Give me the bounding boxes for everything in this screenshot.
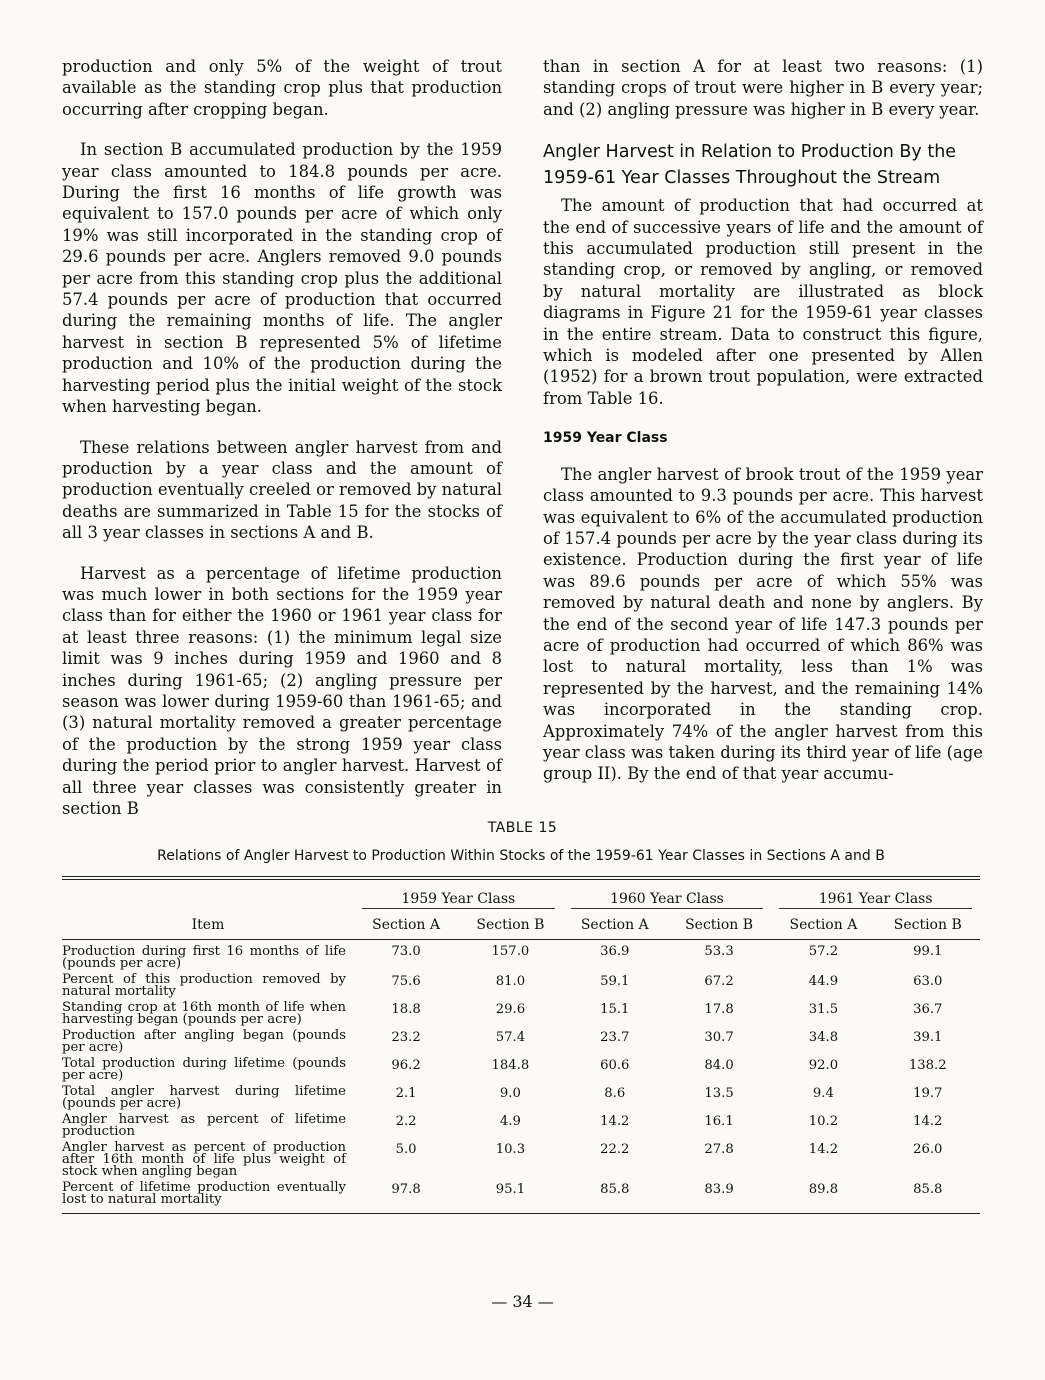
cell: 31.5 bbox=[808, 1002, 839, 1017]
subheader: Section B bbox=[685, 917, 754, 933]
cell: 89.8 bbox=[808, 1182, 839, 1197]
cell: 23.7 bbox=[600, 1030, 630, 1045]
table-row bbox=[62, 1142, 980, 1182]
left-paragraph-2: In section B accumulated production by the 1959 year class amounted to 184.8 pounds per acre. During the first 16 months of life growth was equivalent to 157.0 pounds per acre of which only 19% was still incorporated in the standing crop of 29.6 pounds per acre. Anglers removed 9.0 pounds per acre from this standing crop plus the additional 57.4 pounds per acre of production that occurred during the remaining months of life. The angler harvest in section B represented 5% of lifetime production and 10% of the production during the harvesting period plus the initial weight of the stock when harvesting began. bbox=[62, 140, 502, 417]
cell: 36.7 bbox=[913, 1002, 943, 1017]
cell: 44.9 bbox=[808, 974, 839, 989]
table-caption: Relations of Angler Harvest to Production Within Stocks of the 1959-61 Year Classes in Sections A and B bbox=[157, 848, 885, 864]
left-paragraph-3: These relations between angler harvest from and production by a year class and the amount of production eventually creeled or removed by natural deaths are summarized in Table 15 for the stocks of all 3 year classes in sections A and B. bbox=[62, 437, 502, 543]
cell: 5.0 bbox=[395, 1142, 417, 1157]
row-item: Standing crop at 16th month of life when harvesting began (pounds per acre) bbox=[62, 1000, 346, 1027]
cell: 39.1 bbox=[913, 1030, 943, 1045]
cell: 8.6 bbox=[604, 1086, 626, 1101]
table-row bbox=[62, 974, 980, 1002]
left-paragraph-4: Harvest as a percentage of lifetime production was much lower in both sections for the 1959 year class than for either the 1960 or 1961 year class for at least three reasons: (1) the minimum legal size limit was 9 inches during 1959 and 1960 and 8 inches during 1961-65; (2) angling pressure per season was lower during 1959-60 than 1961-65; and (3) natural mortality removed a greater percentage of the production by the strong 1959 year class during the period prior to angler harvest. Harvest of all three year classes was consistently greater in section B bbox=[62, 563, 502, 818]
cell: 34.8 bbox=[808, 1030, 839, 1045]
section-heading: Angler Harvest in Relation to Production By the 1959-61 Year Classes Throughout the Stream bbox=[543, 142, 957, 189]
cell: 2.1 bbox=[395, 1086, 417, 1101]
cell: 2.2 bbox=[395, 1114, 417, 1129]
cell: 67.2 bbox=[704, 974, 734, 989]
cell: 63.0 bbox=[913, 974, 943, 989]
item-header: Item bbox=[191, 917, 225, 933]
table-row bbox=[62, 940, 980, 975]
subheader: Section A bbox=[372, 917, 440, 933]
subheader: Section A bbox=[789, 917, 858, 933]
page-number: — 34 — bbox=[491, 1292, 554, 1311]
cell: 29.6 bbox=[495, 1002, 526, 1017]
cell: 26.0 bbox=[913, 1142, 943, 1157]
row-item: Angler harvest as percent of lifetime production bbox=[62, 1112, 346, 1139]
cell: 99.1 bbox=[913, 944, 943, 959]
table-row bbox=[62, 1086, 980, 1114]
row-item: Total angler harvest during lifetime (pounds per acre) bbox=[62, 1084, 346, 1111]
cell: 10.2 bbox=[808, 1114, 839, 1129]
cell: 10.3 bbox=[495, 1142, 526, 1157]
cell: 17.8 bbox=[704, 1002, 734, 1017]
cell: 14.2 bbox=[913, 1114, 943, 1129]
cell: 13.5 bbox=[704, 1086, 734, 1101]
cell: 73.0 bbox=[391, 944, 421, 959]
cell: 97.8 bbox=[391, 1182, 421, 1197]
subheader: Section B bbox=[893, 917, 962, 933]
cell: 4.9 bbox=[499, 1114, 521, 1129]
cell: 60.6 bbox=[600, 1058, 630, 1073]
cell: 16.1 bbox=[704, 1114, 734, 1129]
cell: 30.7 bbox=[704, 1030, 734, 1045]
cell: 36.9 bbox=[600, 944, 630, 959]
cell: 18.8 bbox=[391, 1002, 421, 1017]
cell: 96.2 bbox=[391, 1058, 421, 1073]
data-table bbox=[62, 876, 980, 1214]
cell: 85.8 bbox=[913, 1182, 943, 1197]
cell: 57.2 bbox=[808, 944, 839, 959]
cell: 27.8 bbox=[704, 1142, 734, 1157]
cell: 95.1 bbox=[495, 1182, 526, 1197]
cell: 53.3 bbox=[704, 944, 734, 959]
cell: 85.8 bbox=[600, 1182, 630, 1197]
table-bottom-rule bbox=[62, 1213, 980, 1214]
table-row bbox=[62, 1182, 980, 1210]
cell: 75.6 bbox=[391, 974, 421, 989]
row-item: Total production during lifetime (pounds per acre) bbox=[62, 1056, 346, 1083]
cell: 9.0 bbox=[499, 1086, 521, 1101]
subsection-heading: 1959 Year Class bbox=[543, 430, 668, 447]
row-item: Angler harvest as percent of production after 16th month of life plus weight of stock when angling began bbox=[62, 1140, 346, 1179]
cell: 92.0 bbox=[808, 1058, 839, 1073]
table-row bbox=[62, 1058, 980, 1086]
row-item: Production after angling began (pounds per acre) bbox=[62, 1028, 346, 1055]
cell: 59.1 bbox=[600, 974, 630, 989]
right-continuation: than in section A for at least two reasons: (1) standing crops of trout were higher in B every year; and (2) angling pressure was higher in B every year. bbox=[543, 57, 983, 119]
right-column bbox=[543, 56, 983, 804]
group-header-1960: 1960 Year Class bbox=[563, 880, 772, 913]
cell: 14.2 bbox=[808, 1142, 839, 1157]
cell: 19.7 bbox=[913, 1086, 943, 1101]
left-paragraph-1: production and only 5% of the weight of trout available as the standing crop plus that production occurring after cropping began. bbox=[62, 57, 502, 119]
subheader: Section A bbox=[580, 917, 649, 933]
cell: 157.0 bbox=[491, 944, 530, 959]
cell: 23.2 bbox=[391, 1030, 421, 1045]
group-header-1959: 1959 Year Class bbox=[354, 880, 563, 913]
table-row bbox=[62, 1030, 980, 1058]
row-item: Production during first 16 months of life (pounds per acre) bbox=[62, 944, 346, 971]
cell: 184.8 bbox=[491, 1058, 530, 1073]
right-paragraph-1: The amount of production that had occurred at the end of successive years of life and the amount of this accumulated production still present in the standing crop, or removed by angling, or removed by natural mortality are illustrated as block diagrams in Figure 21 for the 1959-61 year classes in the entire stream. Data to construct this figure, which is modeled after one presented by Allen (1952) for a brown trout population, were extracted from Table 16. bbox=[543, 196, 983, 408]
table-label: TABLE 15 bbox=[487, 820, 558, 836]
row-item: Percent of lifetime production eventually lost to natural mortality bbox=[62, 1180, 346, 1207]
group-header-1961: 1961 Year Class bbox=[771, 880, 980, 913]
table-row bbox=[62, 1002, 980, 1030]
cell: 15.1 bbox=[600, 1002, 630, 1017]
subheader: Section B bbox=[476, 917, 545, 933]
cell: 9.4 bbox=[812, 1086, 834, 1101]
row-item: Percent of this production removed by natural mortality bbox=[62, 972, 346, 999]
right-paragraph-2: The angler harvest of brook trout of the 1959 year class amounted to 9.3 pounds per acre. This harvest was equivalent to 6% of the accumulated production of 157.4 pounds per acre by the year class during its existence. Production during the first year of life was 89.6 pounds per acre of which 55% was removed by natural death and none by anglers. By the end of the second year of life 147.3 pounds per acre of production had occurred of which 86% was lost to natural mortality, less than 1% was represented by the harvest, and the remaining 14% was incorporated in the standing crop. Approximately 74% of the angler harvest from this year class was taken during its third year of life (age group II). By the end of that year accumu- bbox=[543, 464, 983, 784]
cell: 81.0 bbox=[495, 974, 526, 989]
cell: 83.9 bbox=[704, 1182, 734, 1197]
table-row bbox=[62, 1114, 980, 1142]
cell: 57.4 bbox=[495, 1030, 526, 1045]
left-column bbox=[62, 56, 502, 838]
cell: 22.2 bbox=[600, 1142, 630, 1157]
cell: 14.2 bbox=[600, 1114, 630, 1129]
cell: 84.0 bbox=[704, 1058, 734, 1073]
cell: 138.2 bbox=[908, 1058, 947, 1073]
